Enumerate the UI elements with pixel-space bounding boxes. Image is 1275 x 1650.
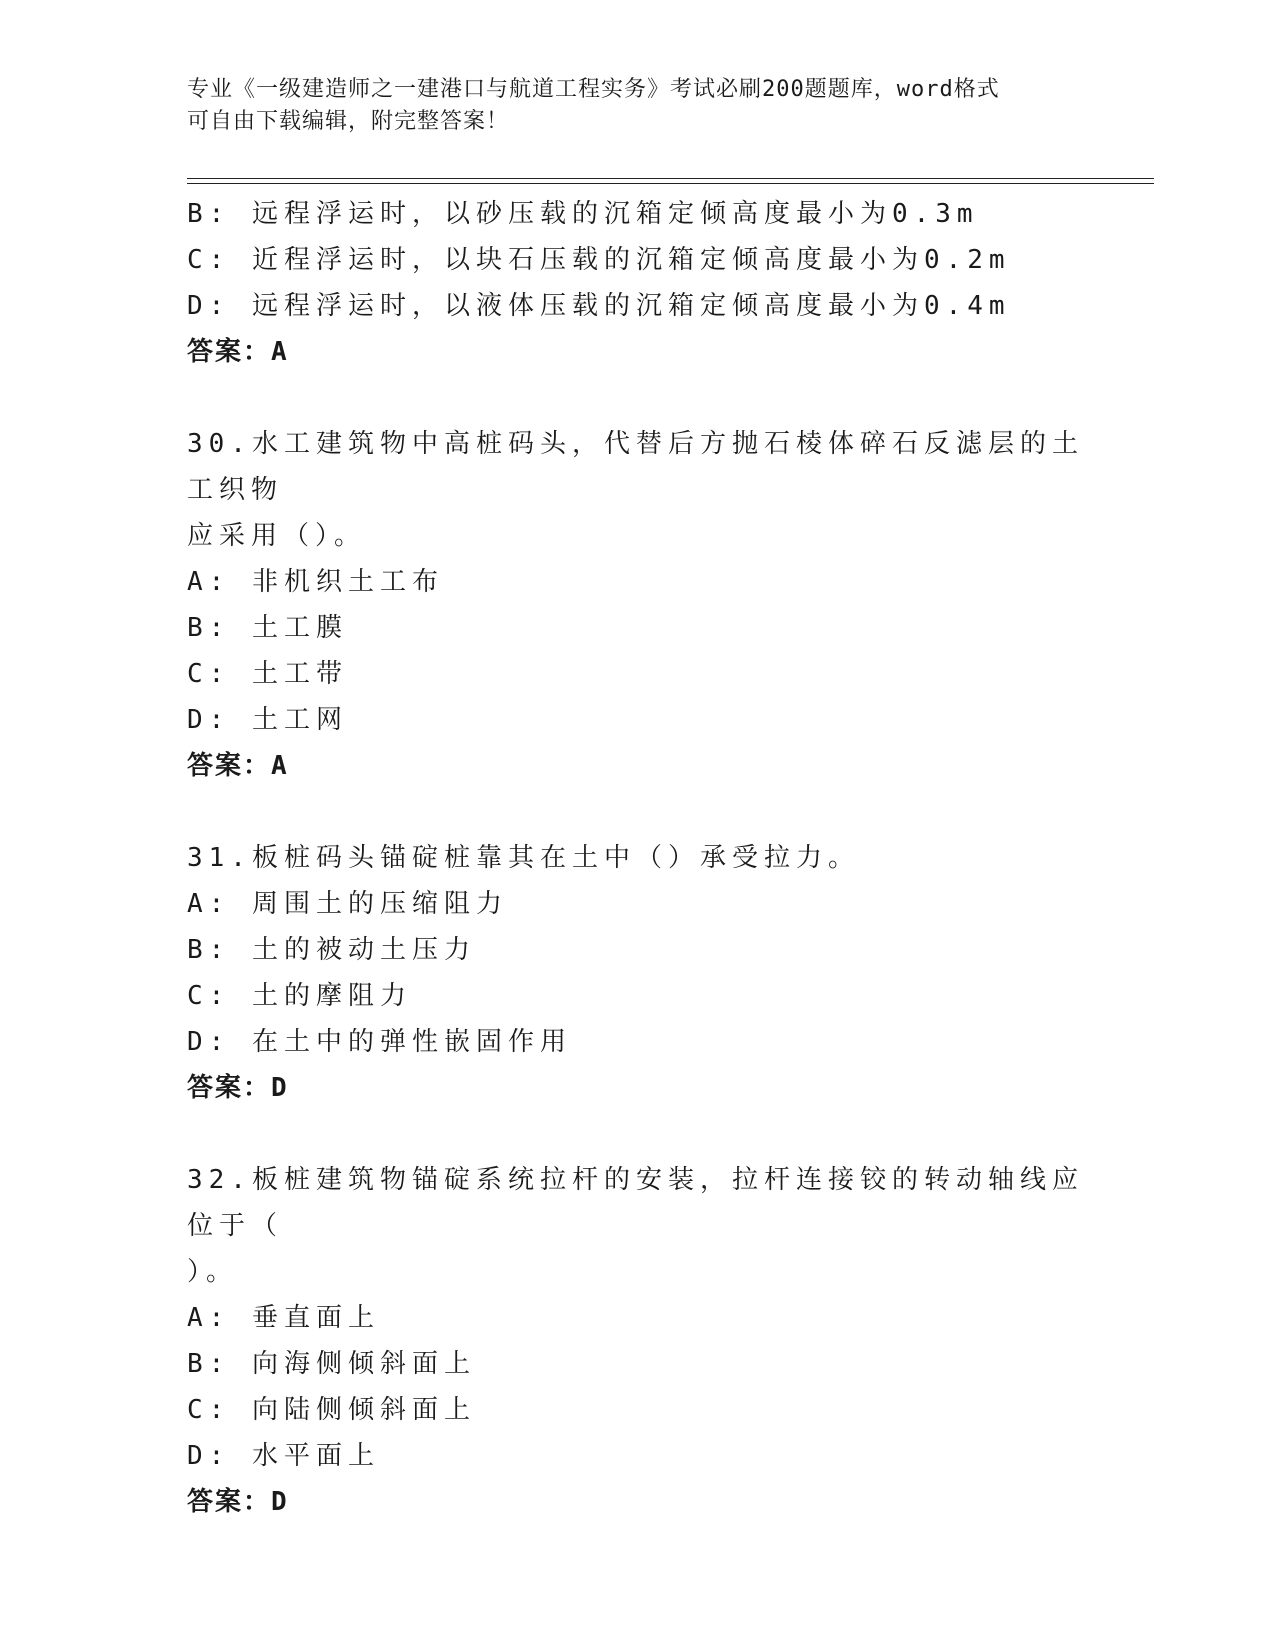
answer: 答案：D (187, 1487, 289, 1517)
option-c: C: 土工带 (187, 659, 348, 689)
document-body (187, 191, 1087, 1525)
answer: 答案：A (187, 751, 289, 781)
option-d: D: 土工网 (187, 705, 348, 735)
header-line-1: 专业《一级建造师之一建港口与航道工程实务》考试必刷200题题库，word格式 (187, 77, 1000, 102)
option-b: B: 向海侧倾斜面上 (187, 1349, 476, 1379)
option-d: D: 水平面上 (187, 1441, 380, 1471)
header-divider-top (187, 178, 1154, 179)
question-text-line-1: 30.水工建筑物中高桩码头，代替后方抛石棱体碎石反滤层的土工织物 (187, 429, 1084, 505)
question-block-31 (187, 835, 1087, 1111)
option-c: C: 土的摩阻力 (187, 981, 412, 1011)
option-b: B: 土的被动土压力 (187, 935, 476, 965)
answer: 答案：D (187, 1073, 289, 1103)
header-divider-bottom (187, 183, 1154, 184)
option-a: A: 垂直面上 (187, 1303, 380, 1333)
option-b: B: 土工膜 (187, 613, 348, 643)
option-a: A: 周围土的压缩阻力 (187, 889, 508, 919)
option-c: C: 近程浮运时，以块石压载的沉箱定倾高度最小为0.2m (187, 245, 1011, 275)
question-text-line-1: 32.板桩建筑物锚碇系统拉杆的安装，拉杆连接铰的转动轴线应位于（ (187, 1165, 1084, 1241)
option-d: D: 远程浮运时，以液体压载的沉箱定倾高度最小为0.4m (187, 291, 1011, 321)
question-text-line-1: 31.板桩码头锚碇桩靠其在土中（）承受拉力。 (187, 843, 860, 873)
option-c: C: 向陆侧倾斜面上 (187, 1395, 476, 1425)
question-block-30 (187, 421, 1087, 789)
question-text-line-2: ）。 (187, 1257, 239, 1287)
option-d: D: 在土中的弹性嵌固作用 (187, 1027, 572, 1057)
spacer (187, 1111, 1087, 1157)
question-block-continued (187, 191, 1087, 375)
answer: 答案：A (187, 337, 289, 367)
option-b: B: 远程浮运时，以砂压载的沉箱定倾高度最小为0.3m (187, 199, 979, 229)
question-text-line-2: 应采用（）。 (187, 521, 367, 551)
spacer (187, 375, 1087, 421)
header-line-2: 可自由下载编辑，附完整答案！ (187, 109, 510, 134)
question-block-32 (187, 1157, 1087, 1525)
option-a: A: 非机织土工布 (187, 567, 444, 597)
document-header (187, 74, 1087, 138)
spacer (187, 789, 1087, 835)
